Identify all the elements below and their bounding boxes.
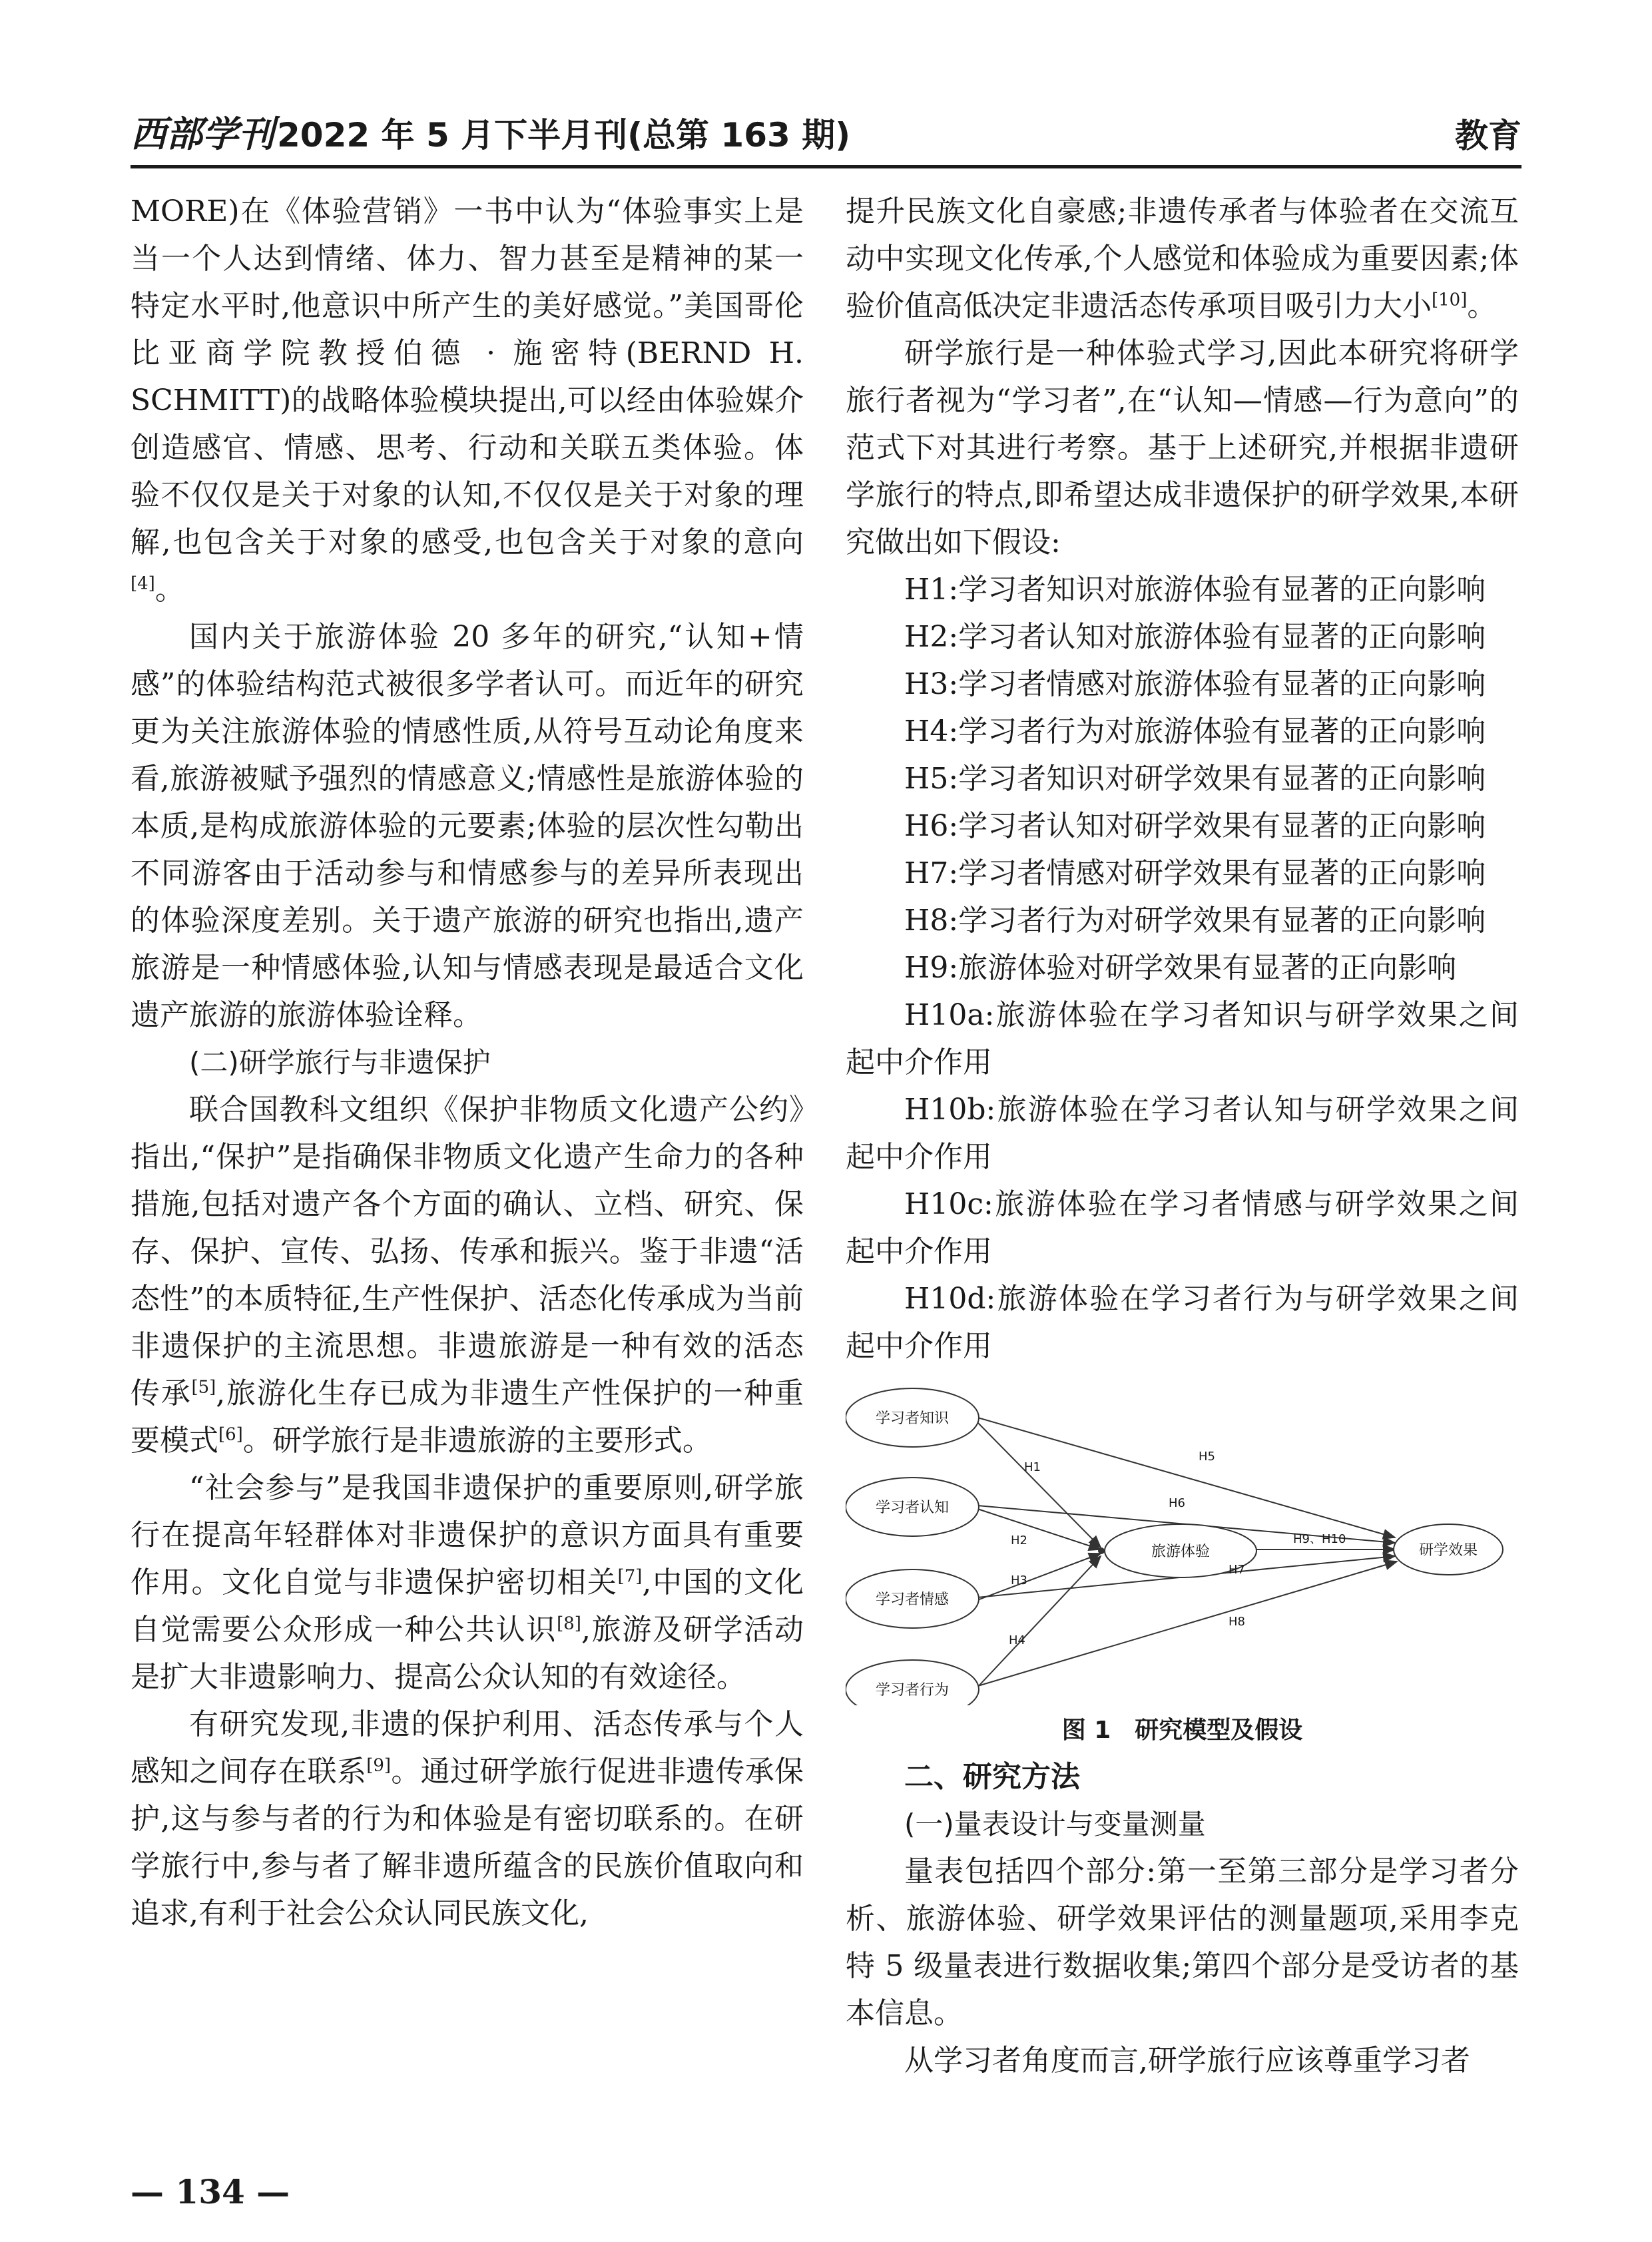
section-label: 教育: [1455, 117, 1521, 155]
edge-label-h2: H2: [1011, 1534, 1027, 1547]
subsection-heading: (二)研学旅行与非遗保护: [189, 1046, 491, 1079]
issue-info: 2022 年 5 月下半月刊(总第 163 期): [277, 116, 851, 154]
edge-label-h1: H1: [1024, 1460, 1041, 1474]
paragraph: 提升民族文化自豪感;非遗传承者与体验者在交流互动中实现文化传承,个人感觉和体验成为重要因素;体验价值高低决定非遗活态传承项目吸引力大小[10]。: [846, 194, 1519, 323]
edge-label-h4: H4: [1009, 1633, 1025, 1647]
right-column: [846, 188, 1519, 2084]
paragraph: 国内关于旅游体验 20 多年的研究,“认知+情感”的体验结构范式被很多学者认可。而近年的研究更为关注旅游体验的情感性质,从符号互动论角度来看,旅游被赋予强烈的情感意义;情感性是旅游体验的本质,是构成旅游体验的元要素;体验的层次性勾勒出不同游客由于活动参与和情感参与的差异所表现出的体验深度差别。关于遗产旅游的研究也指出,遗产旅游是一种情感体验,认知与情感表现是最适合文化遗产旅游的旅游体验诠释。: [131, 620, 804, 1032]
hypothesis-item: H10a:旅游体验在学习者知识与研学效果之间起中介作用: [846, 998, 1519, 1079]
section-heading: 二、研究方法: [904, 1760, 1080, 1794]
journal-info: [131, 106, 850, 157]
hypothesis-item: H8:学习者行为对研学效果有显著的正向影响: [904, 904, 1486, 938]
label-knowledge: 学习者知识: [875, 1410, 950, 1427]
paragraph: 量表包括四个部分:第一至第三部分是学习者分析、旅游体验、研学效果评估的测量题项,采用李克特 5 级量表进行数据收集;第四个部分是受访者的基本信息。: [846, 1854, 1519, 2030]
edge-h3: [977, 1553, 1101, 1600]
hypothesis-item: H3:学习者情感对旅游体验有显著的正向影响: [904, 667, 1486, 701]
citation: [7]: [617, 1566, 643, 1587]
hypothesis-item: H7:学习者情感对研学效果有显著的正向影响: [904, 856, 1486, 890]
hypothesis-item: H10b:旅游体验在学习者认知与研学效果之间起中介作用: [846, 1093, 1519, 1174]
edge-h8: [975, 1561, 1397, 1687]
hypothesis-item: H5:学习者知识对研学效果有显著的正向影响: [904, 762, 1486, 796]
left-column: [131, 188, 804, 1937]
label-experience: 旅游体验: [1151, 1543, 1211, 1560]
hypothesis-item: H9:旅游体验对研学效果有显著的正向影响: [904, 951, 1457, 985]
subsection-heading: (一)量表设计与变量测量: [904, 1808, 1206, 1840]
hypothesis-item: H6:学习者认知对研学效果有显著的正向影响: [904, 809, 1486, 843]
hypothesis-item: H10d:旅游体验在学习者行为与研学效果之间起中介作用: [846, 1282, 1519, 1363]
edge-h4: [975, 1556, 1101, 1689]
paragraph: 有研究发现,非遗的保护利用、活态传承与个人感知之间存在联系[9]。通过研学旅行促进非遗传承保护,这与参与者的行为和体验是有密切联系的。在研学旅行中,参与者了解非遗所蕴含的民族价值取向和追求,有利于社会公众认同民族文化,: [131, 1707, 804, 1930]
edge-h5: [975, 1417, 1395, 1538]
label-cognition: 学习者认知: [875, 1500, 950, 1516]
citation: [4]: [131, 573, 155, 594]
research-model-figure: [846, 1386, 1519, 1705]
model-diagram: [846, 1386, 1519, 1705]
hypothesis-item: H1:学习者知识对旅游体验有显著的正向影响: [904, 573, 1486, 607]
edge-label-h8: H8: [1229, 1615, 1245, 1629]
edge-label-h9: H9、H10: [1293, 1532, 1346, 1546]
figure-caption: 图 1 研究模型及假设: [1061, 1717, 1303, 1744]
edge-label-h6: H6: [1169, 1496, 1185, 1510]
citation: [9]: [366, 1755, 392, 1776]
hypothesis-item: H2:学习者认知对旅游体验有显著的正向影响: [904, 620, 1486, 654]
page-header: [131, 112, 1521, 168]
paragraph: 研学旅行是一种体验式学习,因此本研究将研学旅行者视为“学习者”,在“认知—情感—行为意向”的范式下对其进行考察。基于上述研究,并根据非遗研学旅行的特点,即希望达成非遗保护的研学效果,本研究做出如下假设:: [846, 336, 1519, 559]
paragraph: 联合国教科文组织《保护非物质文化遗产公约》指出,“保护”是指确保非物质文化遗产生命力的各种措施,包括对遗产各个方面的确认、立档、研究、保存、保护、宣传、弘扬、传承和振兴。鉴于非遗“活态性”的本质特征,生产性保护、活态化传承成为当前非遗保护的主流思想。非遗旅游是一种有效的活态传承[5],旅游化生存已成为非遗生产性保护的一种重要模式[6]。研学旅行是非遗旅游的主要形式。: [131, 1093, 804, 1458]
edge-label-h5: H5: [1199, 1450, 1215, 1464]
hypothesis-item: H4:学习者行为对旅游体验有显著的正向影响: [904, 714, 1486, 748]
label-emotion: 学习者情感: [875, 1591, 950, 1608]
page-number: — 134 —: [131, 2172, 290, 2211]
edge-label-h3: H3: [1011, 1573, 1027, 1587]
edge-label-h7: H7: [1229, 1563, 1245, 1577]
hypothesis-item: H10c:旅游体验在学习者情感与研学效果之间起中介作用: [846, 1187, 1519, 1268]
journal-logo: 西部学刊: [131, 113, 274, 155]
citation: [10]: [1432, 290, 1468, 310]
paragraph: 从学习者角度而言,研学旅行应该尊重学习者: [904, 2044, 1470, 2078]
citation: [8]: [557, 1613, 581, 1634]
label-behavior: 学习者行为: [875, 1682, 950, 1699]
citation: [6]: [218, 1424, 243, 1445]
paragraph: “社会参与”是我国非遗保护的重要原则,研学旅行在提高年轻群体对非遗保护的意识方面具有重要作用。文化自觉与非遗保护密切相关[7],中国的文化自觉需要公众形成一种公共认识[8],旅游及研学活动是扩大非遗影响力、提高公众认知的有效途径。: [131, 1471, 804, 1694]
citation: [5]: [191, 1377, 216, 1398]
paragraph: MORE)在《体验营销》一书中认为“体验事实上是当一个人达到情绪、体力、智力甚至是精神的某一特定水平时,他意识中所产生的美好感觉。”美国哥伦比亚商学院教授伯德 · 施密特(BERND H. SCHMITT)的战略体验模块提出,可以经由体验媒介创造感官、情感、思考、行动和关联五类体验。体验不仅仅是关于对象的认知,不仅仅是关于对象的理解,也包含关于对象的感受,也包含关于对象的意向[4]。: [131, 194, 804, 607]
label-effect: 研学效果: [1418, 1542, 1478, 1559]
